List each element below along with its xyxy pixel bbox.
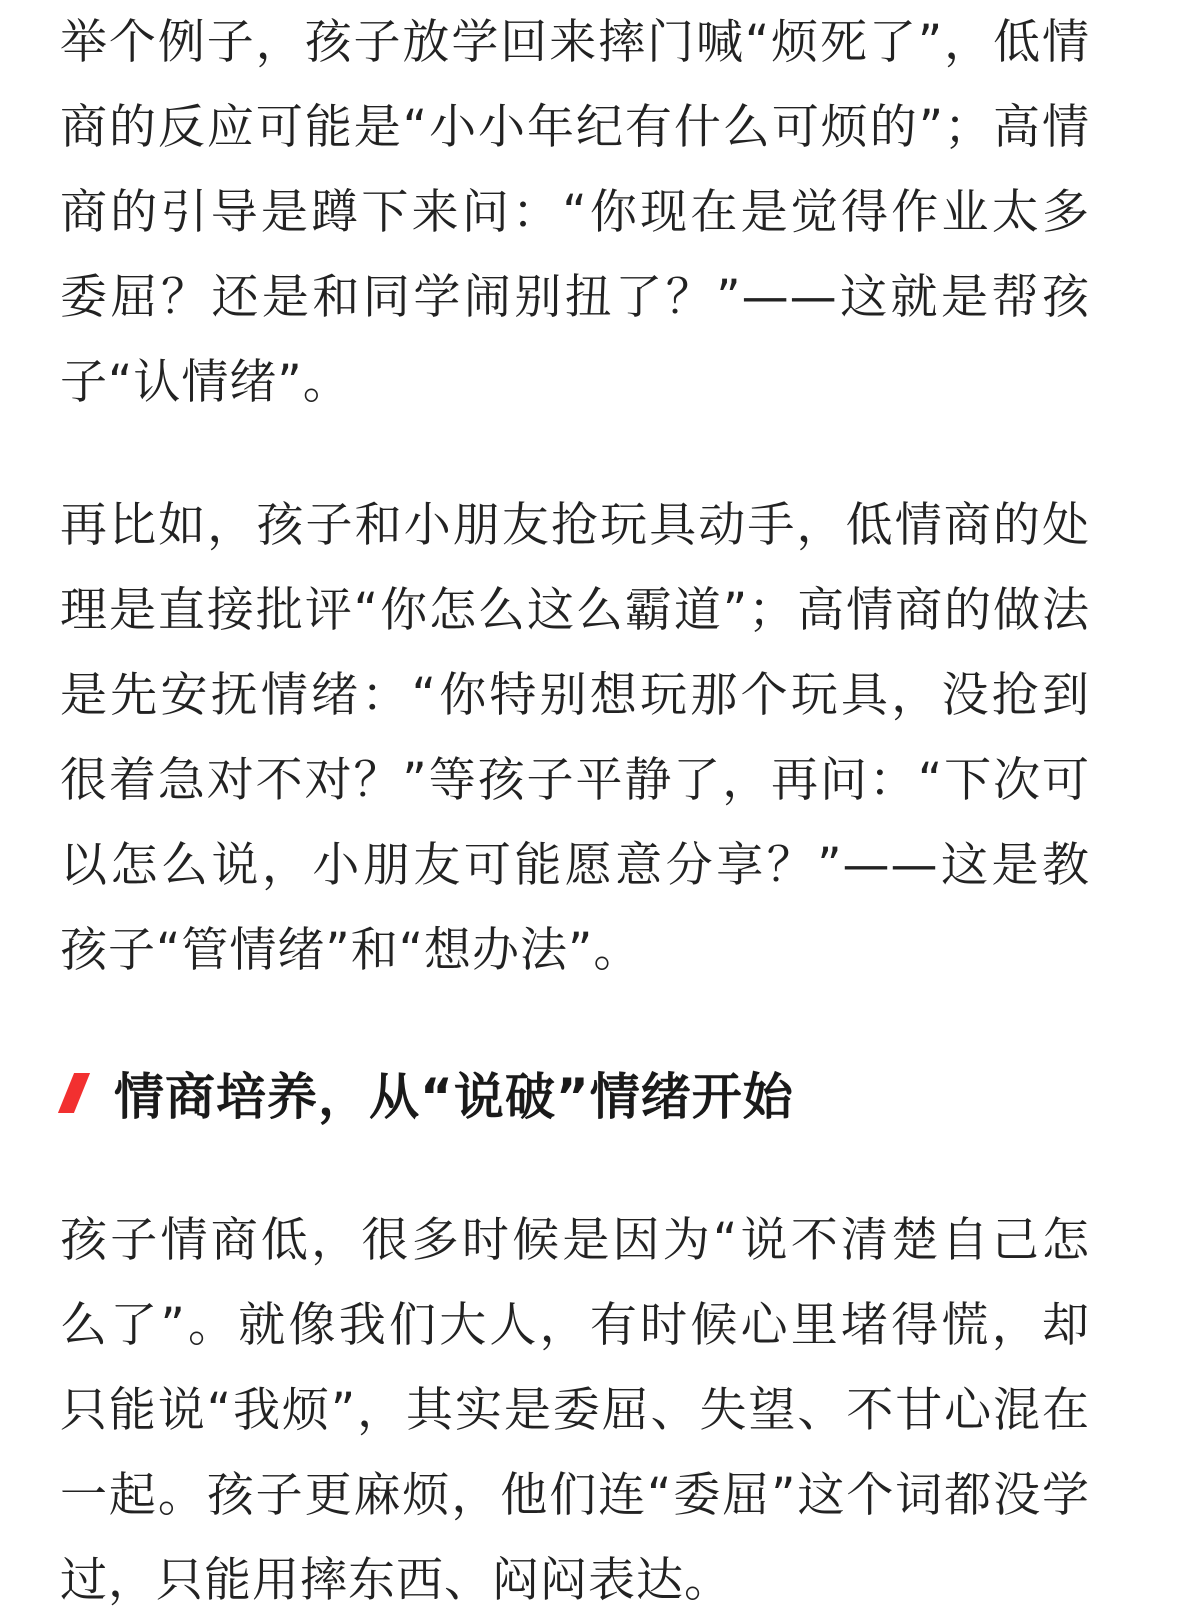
paragraph-intro: 孩子情商低，很多时候是因为“说不清楚自己怎么了”。就像我们大人，有时候心里堵得慌，却只能说“我烦”，其实是委屈、失望、不甘心混在一起。孩子更麻烦，他们连“委屈”这个词都没学过，只能用摔东西、闷闷表达。	[60, 1213, 1090, 1608]
heading-accent-bar	[58, 1073, 90, 1113]
paragraph-example-2: 再比如，孩子和小朋友抢玩具动手，低情商的处理是直接批评“你怎么这么霸道”；高情商的做法是先安抚情绪：“你特别想玩那个玩具，没抢到很着急对不对？”等孩子平静了，再问：“下次可以怎么说，小朋友可能愿意分享？”——这是教孩子“管情绪”和“想办法”。	[60, 498, 1090, 978]
paragraph-example-1: 举个例子，孩子放学回来摔门喊“烦死了”，低情商的反应可能是“小小年纪有什么可烦的”；高情商的引导是蹲下来问：“你现在是觉得作业太多委屈？还是和同学闹别扭了？”——这就是帮孩子“认情绪”。	[60, 15, 1090, 410]
section-heading-text: 情商培养，从“说破”情绪开始	[114, 1068, 794, 1126]
section-heading	[60, 1058, 1090, 1128]
